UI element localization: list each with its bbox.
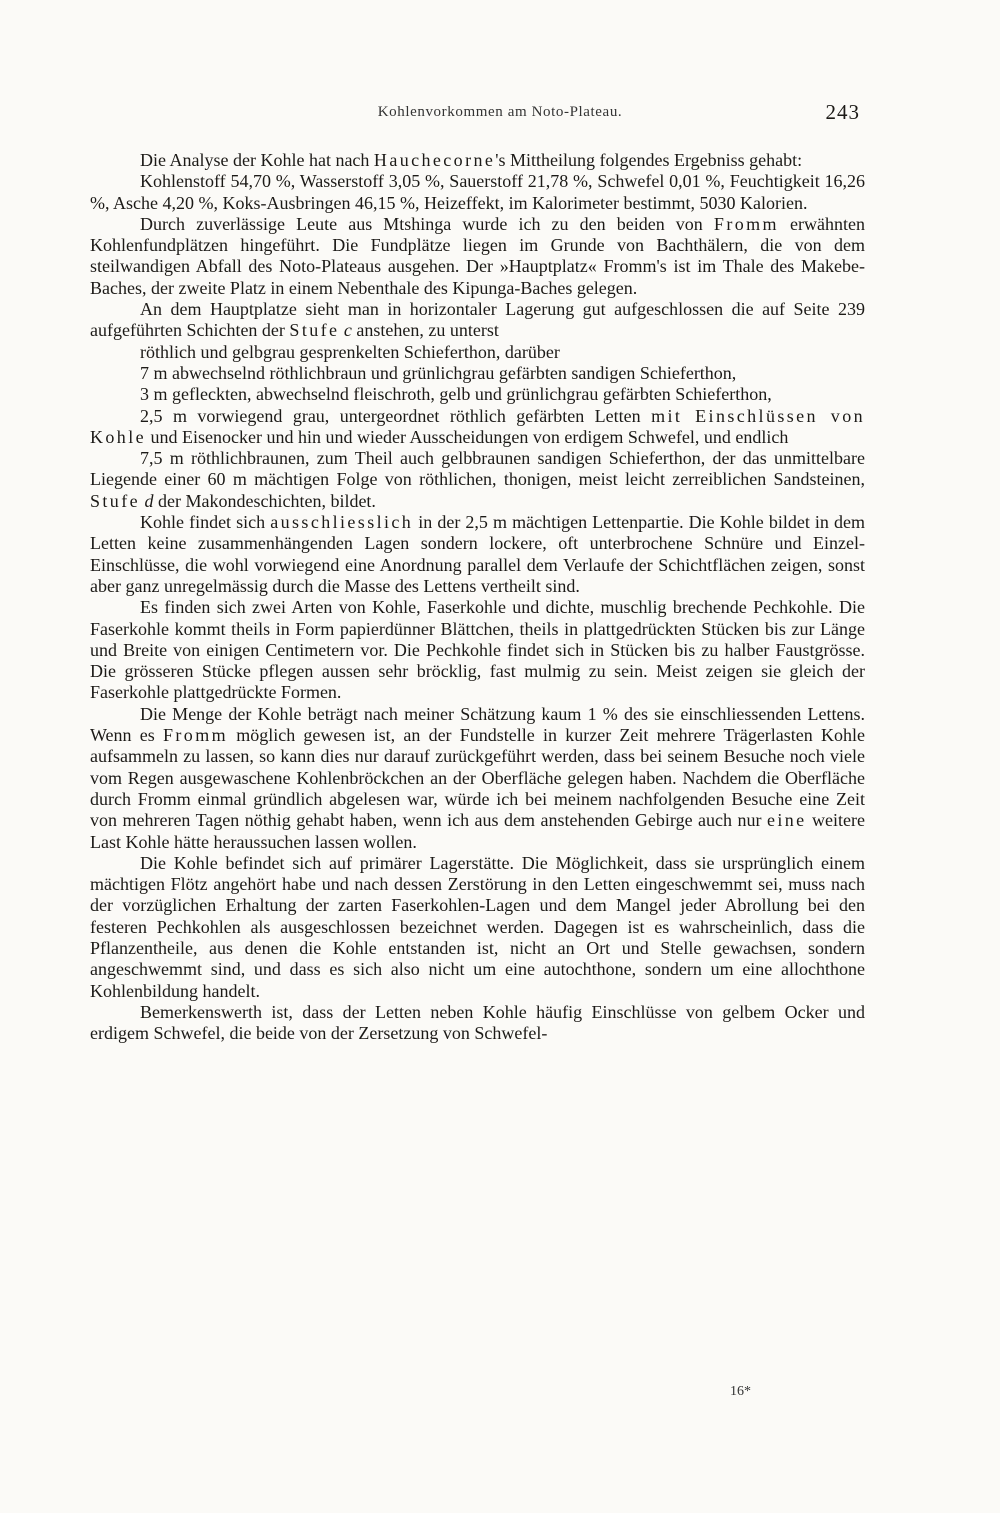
page-number: 243: [825, 100, 860, 124]
text-run: möglich gewesen ist, an der Fundstelle in kurzer Zeit mehrere Trägerlasten Kohle aufsammeln zu lassen, so kann dies nur darauf zurückgeführt werden, dass bei seinem Besuche noch viele vom Regen ausgewaschene Kohlenbröckchen an der Oberfläche gelegen haben. Nachdem die Oberfläche durch Fromm einmal gründlich abgelesen war, würde ich bei meinem nachfolgenden Besuche eine Zeit von mehreren Tagen nöthig gehabt haben, wenn ich aus dem anstehenden Gebirge auch nur: [90, 725, 865, 831]
spaced-emphasis: Hauchecorne: [373, 150, 496, 170]
paragraph: [90, 299, 865, 342]
spaced-emphasis: Fromm: [713, 213, 779, 234]
running-title: Kohlenvorkommen am Noto-Plateau.: [377, 104, 623, 120]
text-run: und Eisenocker und hin und wieder Ausscheidungen von erdigem Schwefel, und endlich: [146, 426, 789, 447]
text-run: anstehen, zu unterst: [351, 320, 499, 341]
text-run: Die Kohle befindet sich auf primärer Lagerstätte. Die Möglichkeit, dass sie ursprünglich einem mächtigen Flötz angehört habe und nach dessen Zerstörung in den Letten eingeschwemmt sei, muss nach der vorzüglichen Erhaltung der zarten Faserkohlen-Lagen und dem Mangel jeder Abrollung bei den festeren Pechkohlen als ausgeschlossen bezeichnet werden. Dagegen ist es wahrscheinlich, dass die Pflanzentheile, aus denen die Kohle entstanden ist, nicht an Ort und Stelle gewachsen, sondern angeschwemmt sind, und dass es sich also nicht um eine autochthone, sondern um eine allochthone Kohlenbildung handelt.: [90, 852, 865, 1001]
text-run: erwähnten Kohlenfundplätzen hingeführt. Die Fundplätze liegen im Grunde von Bachthälern, die von dem steilwandigen Abfall des Noto-Plateaus ausgehen. Der »Hauptplatz« Fromm's ist im Thale des Makebe-Baches, der zweite Platz in einem Nebenthale des Kipunga-Baches gelegen.: [90, 213, 865, 298]
paragraph: [90, 171, 865, 214]
spaced-emphasis: Fromm: [162, 725, 228, 746]
italic-symbol: d: [144, 490, 154, 511]
page-header: [0, 100, 1000, 130]
text-run: 7,5 m röthlichbraunen, zum Theil auch gelbbraunen sandigen Schieferthon, der das unmittelbare Liegende einer 60 m mächtigen Folge von röthlichen, thonigen, meist leicht zerreiblichen Sandsteinen,: [90, 448, 865, 490]
text-run: An dem Hauptplatze sieht man in horizontaler Lagerung gut aufgeschlossen die auf Seite 239 aufgeführten Schichten der: [90, 299, 865, 341]
spaced-emphasis: Stufe: [90, 490, 140, 511]
text-run: Kohle findet sich: [140, 512, 271, 533]
paragraph: [90, 448, 865, 512]
text-run: Die Menge der Kohle beträgt nach meiner Schätzung kaum 1 % des sie einschliessenden Lettens. Wenn es: [90, 703, 865, 746]
paragraph: [90, 214, 865, 299]
text-run: Es finden sich zwei Arten von Kohle, Faserkohle und dichte, muschlig brechende Pechkohle. Die Faserkohle kommt theils in Form papierdünner Blättchen, theils in plattgedrückten Stücken bis zur Länge und Breite von einigen Centimetern vor. Die Pechkohle findet sich in Stücken bis zu halber Faustgrösse. Die grösseren Stücke pflegen aussen sehr bröcklig, fast mulmig zu sein. Meist zeigen sie gleich der Faserkohle plattgedrückte Formen.: [90, 597, 865, 703]
printer-signature: 16*: [730, 1384, 751, 1399]
text-run: röthlich und gelbgrau gesprenkelten Schieferthon, darüber: [140, 341, 560, 362]
paragraph: [90, 406, 865, 449]
text-run: Bemerkenswerth ist, dass der Letten neben Kohle häufig Einschlüsse von gelbem Ocker und erdigem Schwefel, die beide von der Zersetzung von Schwefel-: [90, 1001, 865, 1044]
text-run: der Makondeschichten, bildet.: [153, 490, 376, 511]
paragraph: [90, 597, 865, 703]
text-run: 2,5 m vorwiegend grau, untergeordnet röthlich gefärbten Letten: [140, 405, 652, 426]
paragraph: [90, 853, 865, 1002]
text-run: in der 2,5 m mächtigen Lettenpartie. Die Kohle bildet in dem Letten keine zusammenhängenden Lagen sondern lockere, oft unterbrochene Schnüre und Einzel-Einschlüsse, die wohl vorwiegend eine Anordnung parallel dem Verlaufe der Schichtflächen zeigen, sonst aber ganz unregelmässig durch die Masse des Lettens vertheilt sind.: [90, 512, 865, 596]
italic-symbol: c: [343, 320, 352, 341]
spaced-emphasis: mit Einschlüssen von Kohle: [90, 405, 865, 447]
paragraph: [90, 342, 865, 363]
paragraph: [90, 363, 865, 384]
paragraph: [90, 384, 865, 405]
text-run: 's Mittheilung folgendes Ergebniss gehabt:: [495, 150, 803, 170]
body-text: [90, 150, 865, 1044]
text-run: weitere Last Kohle hätte heraussuchen lassen wollen.: [90, 810, 865, 852]
text-run: 3 m gefleckten, abwechselnd fleischroth, gelb und grünlichgrau gefärbten Schieferthon,: [140, 384, 772, 405]
text-run: Kohlenstoff 54,70 %, Wasserstoff 3,05 %, Sauerstoff 21,78 %, Schwefel 0,01 %, Feuchtigkeit 16,26 %, Asche 4,20 %, Koks-Ausbringen 46,15 %, Heizeffekt, im Kalorimeter bestimmt, 5030 Kalorien.: [90, 171, 865, 213]
paragraph: [90, 150, 865, 171]
text-run: Die Analyse der Kohle hat nach: [140, 150, 374, 170]
text-run: Durch zuverlässige Leute aus Mtshinga wurde ich zu den beiden von: [140, 213, 714, 234]
text-run: 7 m abwechselnd röthlichbraun und grünlichgrau gefärbten sandigen Schieferthon,: [140, 362, 737, 383]
spaced-emphasis: Stufe: [289, 320, 340, 341]
paragraph: [90, 512, 865, 597]
paragraph: [90, 704, 865, 853]
spaced-emphasis: eine: [766, 810, 807, 831]
paragraph: [90, 1002, 865, 1045]
spaced-emphasis: ausschliesslich: [270, 512, 414, 533]
